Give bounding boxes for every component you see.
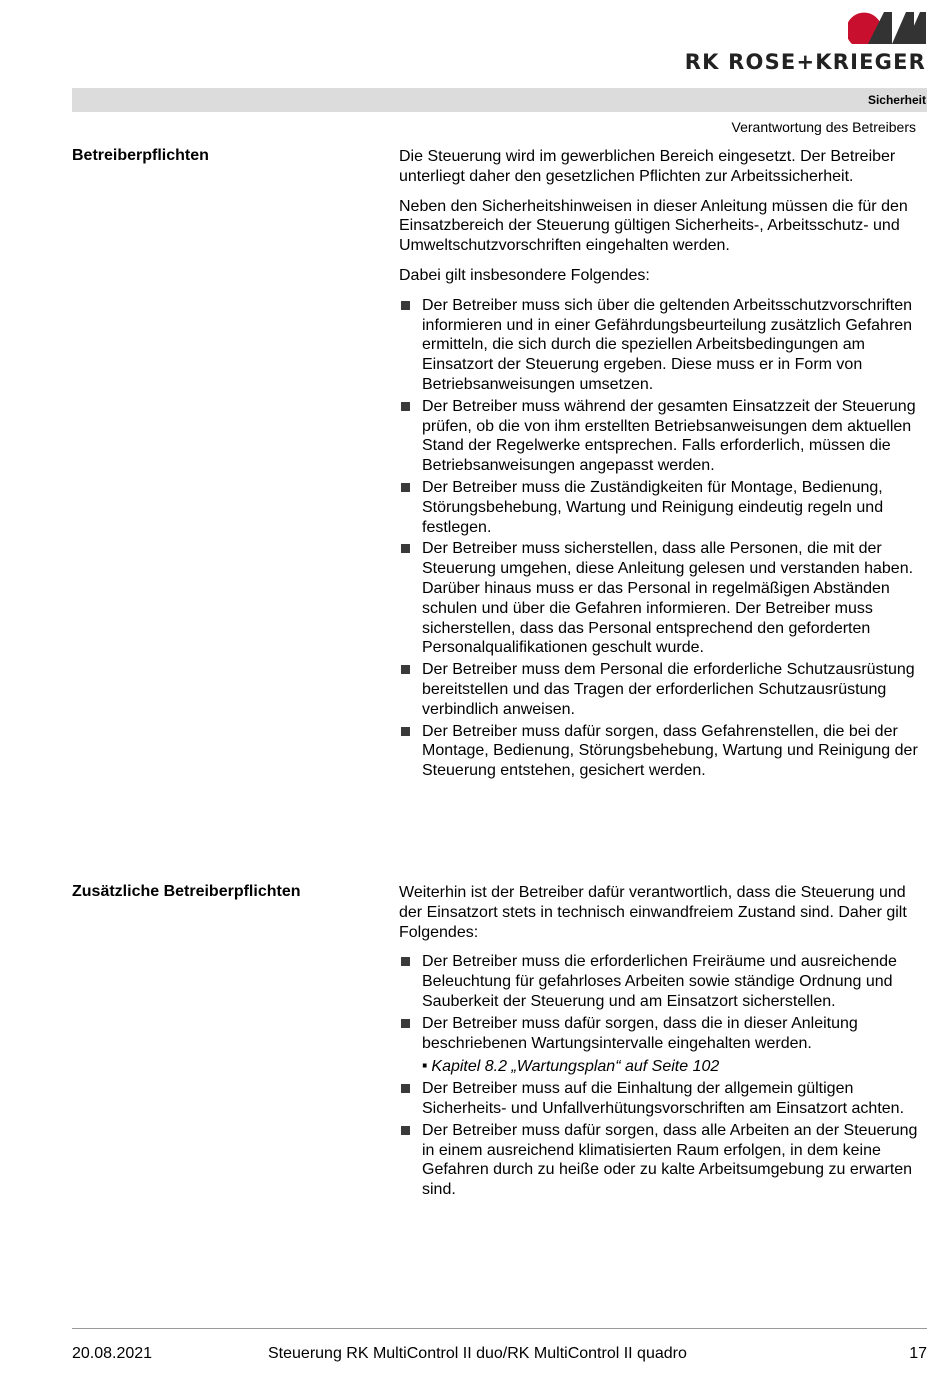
paragraph: Weiterhin ist der Betreiber dafür verantwortlich, dass die Steuerung und der Einsatzort stets in technisch einwandfreiem Zustand sind. Daher gilt Folgendes: — [399, 884, 907, 941]
list-item — [399, 1121, 929, 1200]
list-item-text: Der Betreiber muss die erforderlichen Freiräume und ausreichende Beleuchtung für gefahrloses Arbeiten sowie ständige Ordnung und Sauberkeit der Steuerung und am Einsatzort sicherstellen. — [422, 953, 897, 1010]
company-logo — [686, 10, 926, 74]
list-item — [399, 296, 929, 395]
list-item — [399, 1079, 929, 1119]
section-title-betreiberpflichten: Betreiberpflichten — [72, 147, 209, 164]
bullet-square-icon — [401, 402, 410, 411]
list-item-text: Der Betreiber muss dafür sorgen, dass die in dieser Anleitung beschriebenen Wartungsintervalle eingehalten werden. — [422, 1014, 858, 1052]
bullet-square-icon — [401, 727, 410, 736]
logo-text: RK ROSE+KRIEGER — [684, 50, 926, 74]
list-item-text: Der Betreiber muss sicherstellen, dass alle Personen, die mit der Steuerung umgehen, diese Anleitung gelesen und verstanden haben. Darüber hinaus muss er das Personal in regelmäßigen Abständen schulen und über die Gefahren informieren. Der Betreiber muss sicherstellen, dass das Personal entsprechend den geforderten Personalqualifikationen geschult wurde. — [422, 540, 914, 657]
list-item-text: Der Betreiber muss dafür sorgen, dass alle Arbeiten an der Steuerung in einem ausreichend klimatisierten Raum erfolgen, in dem keine Gefahren durch zu heiße oder zu kalte Arbeitsumgebung zu erwarten sind. — [422, 1121, 918, 1199]
list-item — [399, 660, 929, 719]
bullet-square-icon — [401, 301, 410, 310]
paragraph: Neben den Sicherheitshinweisen in dieser Anleitung müssen die für den Einsatzbereich der Steuerung gültigen Sicherheits-, Arbeitsschutz- und Umweltschutzvorschriften eingehalten werden. — [399, 197, 908, 255]
section-header: Verantwortung des Betreibers — [731, 119, 916, 135]
paragraph: Die Steuerung wird im gewerblichen Bereich eingesetzt. Der Betreiber unterliegt daher den gesetzlichen Pflichten zur Arbeitssicherheit. — [399, 148, 896, 185]
list-item — [399, 1014, 929, 1077]
bullet-square-icon — [401, 1084, 410, 1093]
list-item-text: Der Betreiber muss sich über die geltenden Arbeitsschutzvorschriften informieren und in einer Gefährdungsbeurteilung zusätzlich Gefahren ermitteln, die sich durch die speziellen Arbeitsbedingungen am Einsatzort der Steuerung ergeben. Diese muss er in Form von Betriebsanweisungen umsetzen. — [422, 296, 913, 393]
paragraph: Dabei gilt insbesondere Folgendes: — [399, 266, 650, 284]
page-number: 17 — [909, 1345, 927, 1362]
footer-document-title: Steuerung RK MultiControl II duo/RK MultiControl II quadro — [268, 1345, 687, 1362]
footer-divider — [72, 1328, 927, 1329]
duty-list — [399, 296, 929, 781]
list-item-text: Der Betreiber muss während der gesamten Einsatzzeit der Steuerung prüfen, ob die von ihm erstellten Betriebsanweisungen dem aktuellen Stand der Regelwerke entsprechen. Falls erforderlich, müssen die Betriebsanweisungen angepasst werden. — [422, 397, 916, 475]
bullet-square-icon — [401, 1126, 410, 1135]
list-item — [399, 397, 929, 476]
list-item — [399, 539, 929, 658]
list-item — [399, 478, 929, 537]
list-item-text: Der Betreiber muss auf die Einhaltung der allgemein gültigen Sicherheits- und Unfallverhütungsvorschriften am Einsatzort achten. — [422, 1080, 905, 1117]
list-item-text: Der Betreiber muss die Zuständigkeiten für Montage, Bedienung, Störungsbehebung, Wartung und Reinigung eindeutig regeln und festlegen. — [422, 478, 884, 536]
bullet-square-icon — [401, 544, 410, 553]
bullet-square-icon — [401, 1019, 410, 1028]
section-body-zusaetzliche-betreiberpflichten — [399, 883, 929, 1202]
section-title-zusaetzliche-betreiberpflichten: Zusätzliche Betreiberpflichten — [72, 883, 301, 900]
bullet-square-icon — [401, 957, 410, 966]
chapter-header-bar — [72, 88, 927, 112]
cross-reference-text: Kapitel 8.2 „Wartungsplan“ auf Seite 102 — [431, 1058, 720, 1076]
cross-reference-link[interactable] — [422, 1057, 929, 1077]
cross-reference-arrow-icon: 🢝 — [422, 1058, 428, 1076]
footer-date: 20.08.2021 — [72, 1345, 153, 1362]
rk-logo-mark-icon — [848, 10, 926, 46]
list-item-text: Der Betreiber muss dafür sorgen, dass Gefahrenstellen, die bei der Montage, Bedienung, Störungsbehebung, Wartung und Reinigung der Steuerung entstehen, gesichert werden. — [422, 722, 918, 780]
bullet-square-icon — [401, 483, 410, 492]
list-item-text: Der Betreiber muss dem Personal die erforderliche Schutzausrüstung bereitstellen und das Tragen der erforderlichen Schutzausrüstung verbindlich anweisen. — [422, 661, 915, 718]
chapter-title: Sicherheit — [867, 93, 926, 107]
list-item — [399, 952, 929, 1011]
duty-list — [399, 952, 929, 1200]
section-body-betreiberpflichten — [399, 147, 929, 783]
list-item — [399, 722, 929, 781]
bullet-square-icon — [401, 665, 410, 674]
